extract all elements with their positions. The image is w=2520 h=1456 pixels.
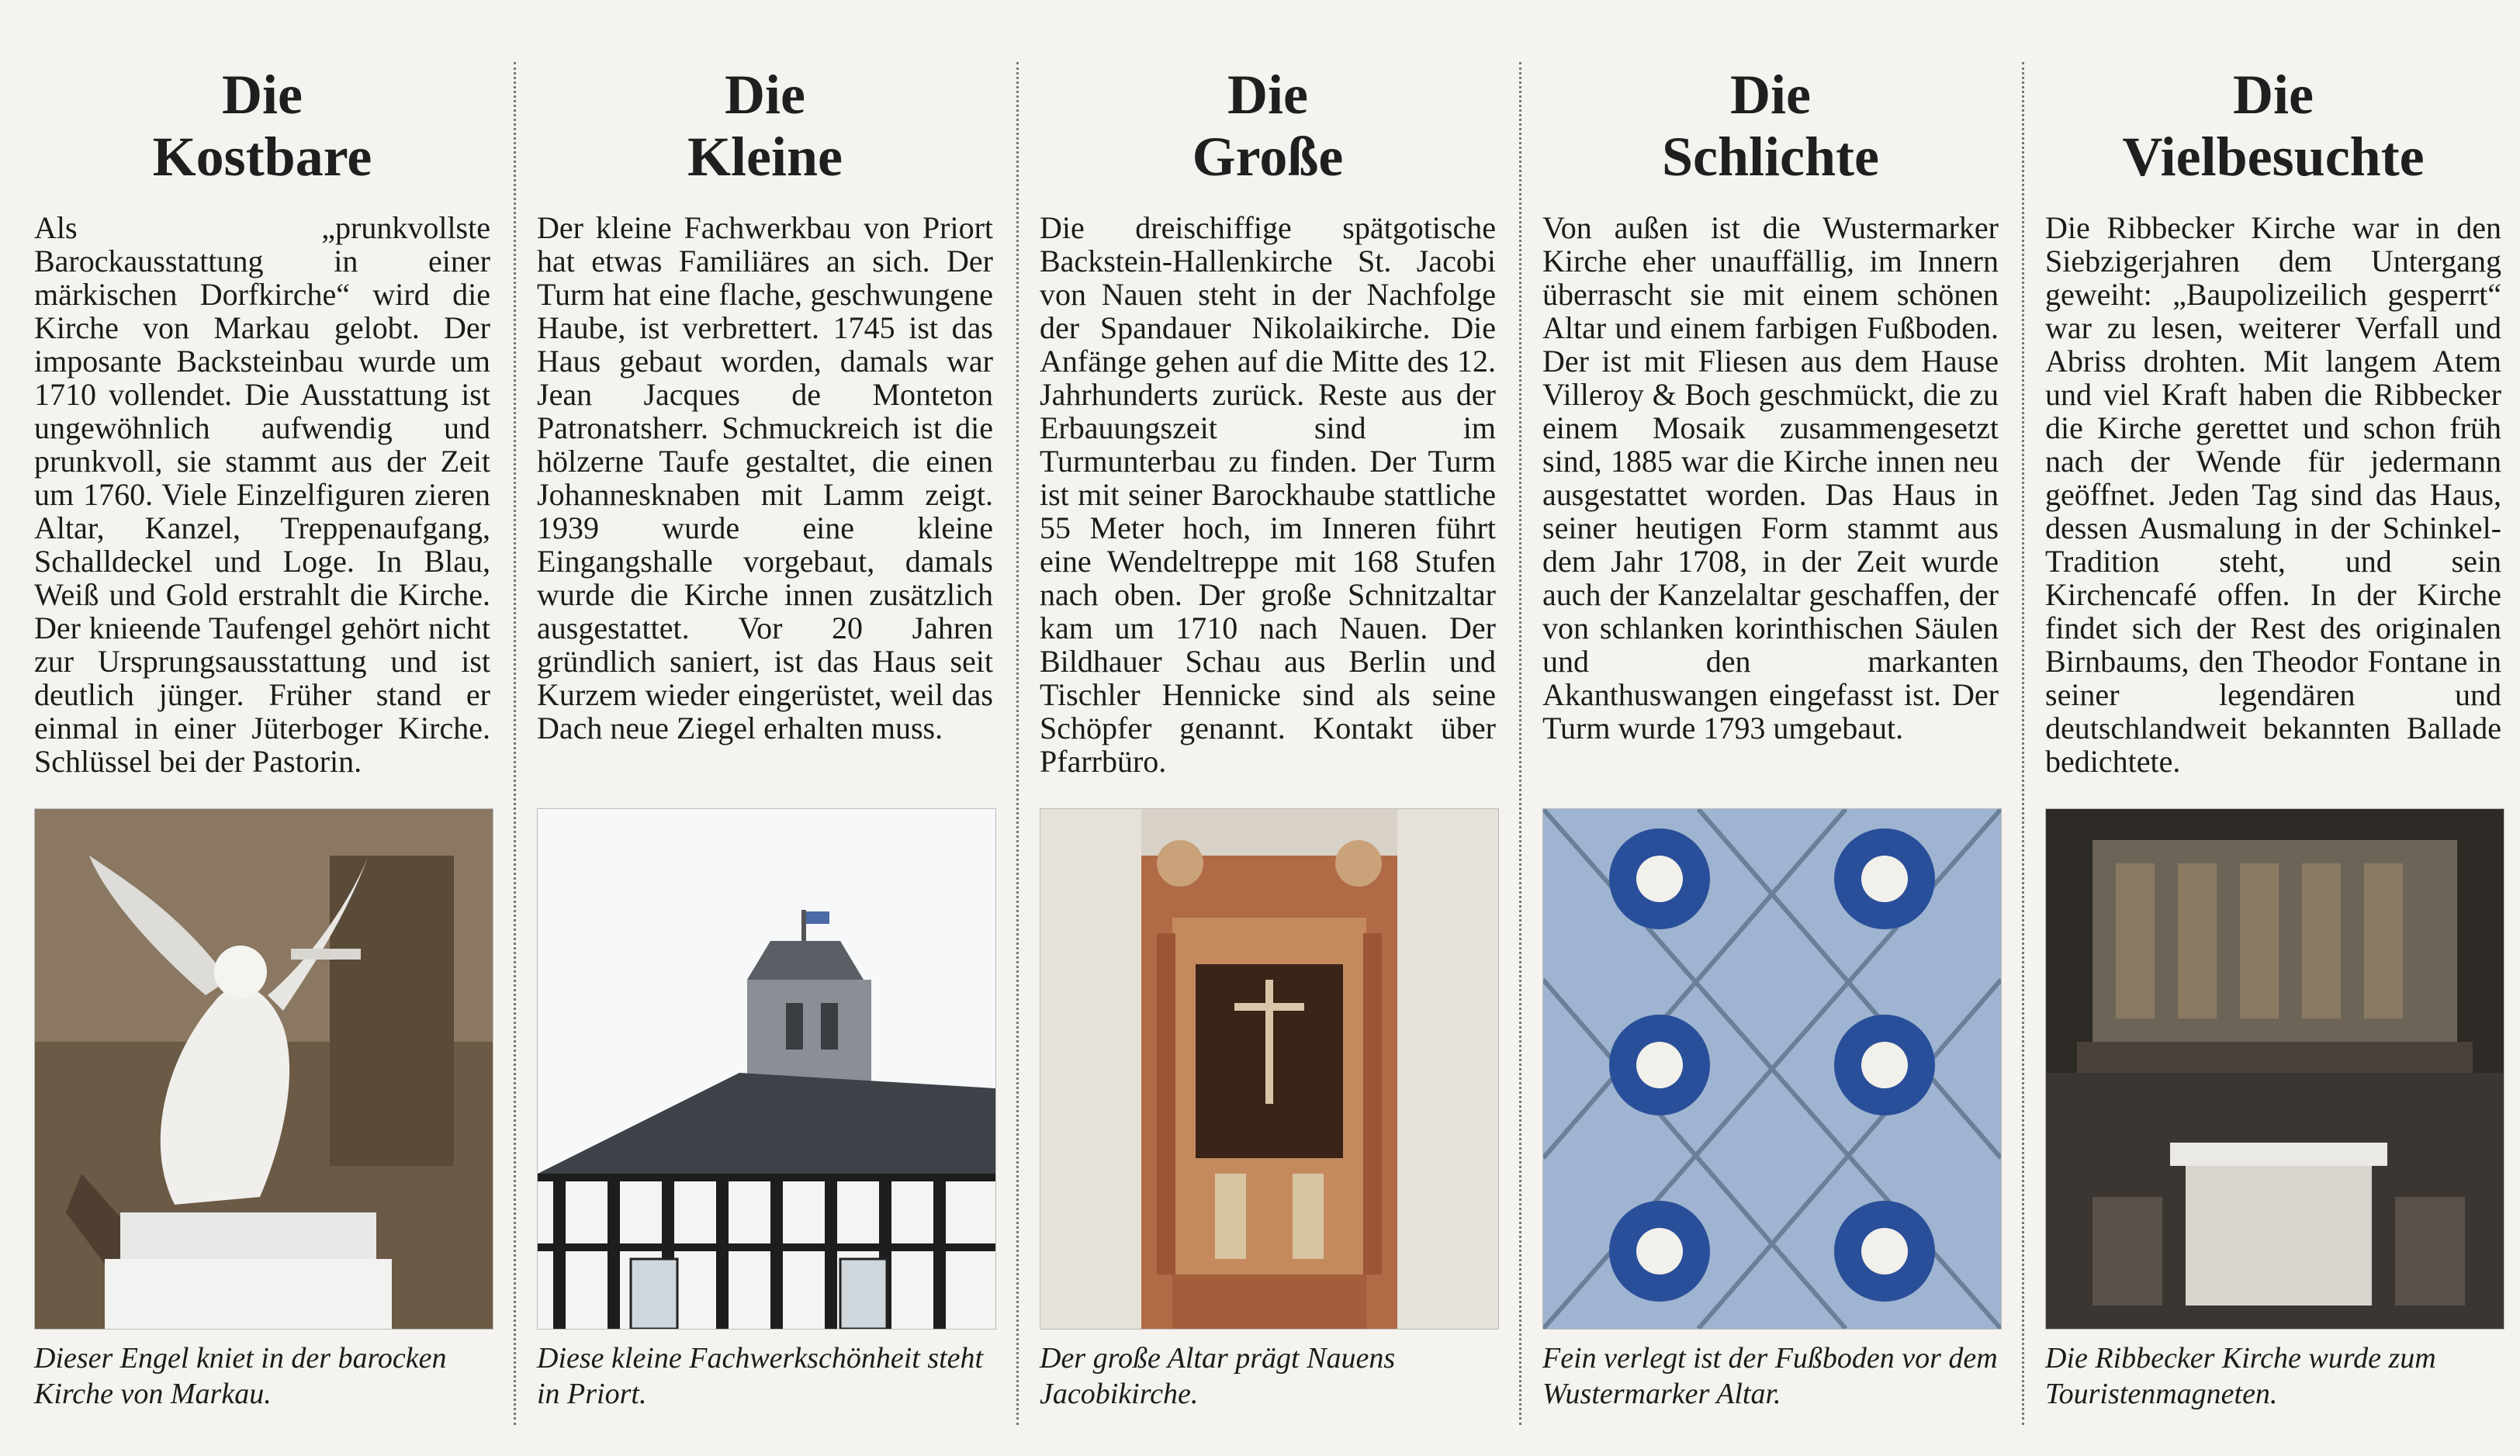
headline-line-2: Kleine [687, 126, 843, 188]
headline-line-1: Die [1730, 64, 1811, 126]
article-body: Von außen ist die Wustermarker Kirche eher unauffällig, im Innern überrascht sie mit einem schönen Altar und einem farbigen Fußboden. Der ist mit Fliesen aus dem Hause Villeroy & Boch geschmückt, die zu einem Mosaik zusammengesetzt sind, 1885 war die Kirche innen neu ausgestattet worden. Das Haus in seiner heutigen Form stammt aus dem Jahr 1708, in der Zeit wurde auch der Kanzelaltar geschaffen, der von schlanken korinthischen Säulen und den markanten Akanthuswangen eingefasst ist. Der Turm wurde 1793 umgebaut. [1542, 211, 1999, 745]
headline [1542, 64, 1999, 188]
headline-line-2: Kostbare [152, 126, 372, 188]
photo-caption: Der große Altar prägt Nauens Jacobikirche. [1040, 1342, 1396, 1410]
article-column-kostbare [11, 0, 514, 1456]
article-column-grosse [1016, 0, 1519, 1456]
headline [34, 64, 490, 188]
headline-line-1: Die [222, 64, 303, 126]
article-body: Als „prunkvollste Barockausstattung in einer märkischen Dorfkirche“ wird die Kirche von Markau gelobt. Der imposante Backsteinbau wurde um 1710 vollendet. Die Ausstattung ist ungewöhnlich aufwendig und prunkvoll, sie stammt aus der Zeit um 1760. Viele Einzelfiguren zieren Altar, Kanzel, Treppenaufgang, Schalldeckel und Loge. In Blau, Weiß und Gold erstrahlt die Kirche. Der knieende Taufengel gehört nicht zur Ursprungsausstattung und ist deutlich jünger. Früher stand er einmal in einer Jüterboger Kirche. Schlüssel bei der Pastorin. [34, 211, 490, 779]
photo-angel-statue [34, 808, 493, 1330]
headline-line-1: Die [1227, 64, 1308, 126]
headline-line-2: Große [1192, 126, 1344, 188]
headline [1040, 64, 1496, 188]
headline-line-2: Schlichte [1662, 126, 1879, 188]
article-column-kleine [514, 0, 1016, 1456]
photo-caption: Die Ribbecker Kirche wurde zum Touristenmagneten. [2045, 1342, 2436, 1410]
headline-line-1: Die [2233, 64, 2314, 126]
article-column-schlichte [1519, 0, 2022, 1456]
photo-half-timbered-church [537, 808, 996, 1330]
headline [537, 64, 993, 188]
article-body: Die Ribbecker Kirche war in den Siebzigerjahren dem Untergang geweiht: „Baupolizeilich gesperrt“ war zu lesen, weiterer Verfall und Abriss drohten. Mit langem Atem und viel Kraft haben die Ribbecker die Kirche gerettet und schon früh nach der Wende für jedermann geöffnet. Jeden Tag sind das Haus, dessen Ausmalung in der Schinkel-Tradition steht, und sein Kirchencafé offen. In der Kirche findet sich der Rest des originalen Birnbaums, den Theodor Fontane in seiner legendären und deutschlandweit bekannten Ballade bedichtete. [2045, 211, 2501, 779]
headline [2045, 64, 2501, 188]
article-column-vielbesuchte [2022, 0, 2520, 1456]
photo-caption: Diese kleine Fachwerkschönheit steht in Priort. [537, 1342, 984, 1410]
photo-baroque-altar [1040, 808, 1499, 1330]
article-body: Die dreischiffige spätgotische Backstein-Hallenkirche St. Jacobi von Nauen steht in der Nachfolge der Spandauer Nikolaikirche. Die Anfänge gehen auf die Mitte des 12. Jahrhunderts zurück. Reste aus der Erbauungszeit sind im Turmunterbau zu finden. Der Turm ist mit seiner Barockhaube stattliche 55 Meter hoch, im Inneren führt eine Wendeltreppe mit 168 Stufen nach oben. Der große Schnitzaltar kam um 1710 nach Nauen. Der Bildhauer Schau aus Berlin und Tischler Hennicke sind als seine Schöpfer genannt. Kontakt über Pfarrbüro. [1040, 211, 1496, 779]
headline-line-2: Vielbesuchte [2122, 126, 2425, 188]
photo-church-interior [2045, 808, 2504, 1330]
article-body: Der kleine Fachwerkbau von Priort hat etwas Familiäres an sich. Der Turm hat eine flache, geschwungene Haube, ist verbrettert. 1745 ist das Haus gebaut worden, damals war Jean Jacques de Monteton Patronatsherr. Schmuckreich ist die hölzerne Taufe gestaltet, die einen Johannesknaben mit Lamm zeigt. 1939 wurde eine kleine Eingangshalle vorgebaut, damals wurde die Kirche innen zusätzlich ausgestattet. Vor 20 Jahren gründlich saniert, ist das Haus seit Kurzem wieder eingerüstet, weil das Dach neue Ziegel erhalten muss. [537, 211, 993, 745]
headline-line-1: Die [725, 64, 805, 126]
photo-caption: Fein verlegt ist der Fußboden vor dem Wustermarker Altar. [1542, 1342, 1998, 1410]
photo-caption: Dieser Engel kniet in der barocken Kirche von Markau. [34, 1342, 447, 1410]
photo-tiled-floor [1542, 808, 2002, 1330]
